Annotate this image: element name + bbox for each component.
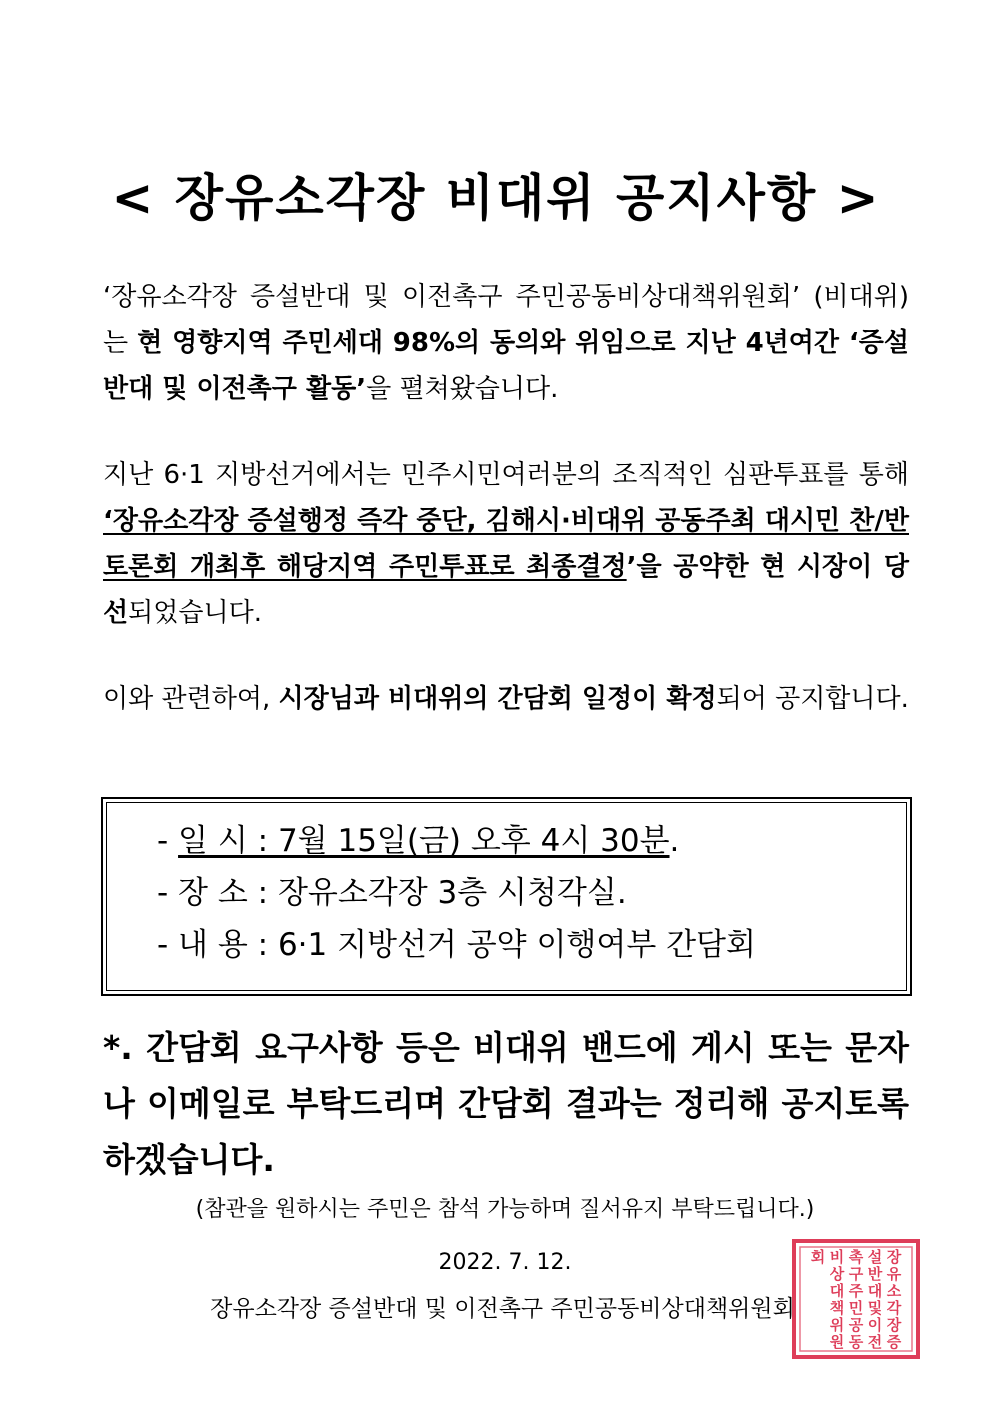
schedule-list	[107, 815, 906, 971]
seal-glyph: 반	[867, 1265, 883, 1283]
meeting-bold-text: 시장님과 비대위의 간담회 일정이 확정	[278, 684, 717, 714]
organization-name: 장유소각장 증설반대 및 이전촉구 주민공동비상대책위원회	[210, 1296, 795, 1322]
seal-glyph: 상	[829, 1265, 845, 1283]
seal-glyph: 민	[848, 1299, 864, 1317]
pledge-result-text: ’을 공약한 현 시장이 당선	[103, 552, 909, 628]
seal-glyph: 원	[829, 1333, 845, 1351]
seal-glyph: 및	[867, 1299, 883, 1317]
seal-glyph: 설	[867, 1248, 883, 1266]
seal-glyph: 공	[848, 1316, 864, 1334]
page-title: < 장유소각장 비대위 공지사항 >	[111, 169, 881, 227]
seal-glyph: 소	[886, 1282, 902, 1300]
seal-glyph: 비	[829, 1248, 845, 1266]
seal-glyph: 전	[867, 1333, 883, 1351]
election-end-text: 되었습니다.	[128, 598, 262, 628]
meeting-end-text: 되어 공지합니다.	[716, 684, 909, 714]
schedule-box-inner	[106, 802, 907, 991]
seal-glyph: 주	[848, 1282, 864, 1300]
schedule-content: - 내 용 : 6·1 지방선거 공약 이행여부 간담회	[157, 927, 756, 963]
seal-glyph: 증	[886, 1333, 902, 1351]
seal-glyph: 동	[848, 1333, 864, 1351]
seal-glyph: 촉	[848, 1248, 864, 1266]
official-seal-stamp	[788, 1236, 924, 1362]
meeting-text: 이와 관련하여,	[103, 684, 279, 714]
observer-note: (참관을 원하시는 주민은 참석 가능하며 질서유지 부탁드립니다.)	[195, 1197, 815, 1222]
schedule-datetime-text: 일 시 : 7월 15일(금) 오후 4시 30분	[178, 823, 670, 859]
seal-glyph: 대	[829, 1282, 845, 1300]
intro-text: ‘장유소각장 증설반대 및 이전촉구 주민공동비상대책위원회’ (비대위)는	[103, 282, 909, 358]
intro-paragraph	[103, 274, 909, 412]
pledge-text: ‘장유소각장 증설행정 즉각 중단, 김해시·비대위 공동주최 대시민 찬/반 토론회 개최후 해당지역 주민투표로 최종결정	[103, 506, 909, 582]
seal-glyph: 장	[886, 1248, 902, 1266]
meeting-paragraph	[103, 676, 909, 722]
seal-glyph: 이	[867, 1316, 883, 1334]
election-paragraph	[103, 452, 909, 636]
seal-glyph: 구	[848, 1265, 864, 1283]
schedule-datetime	[157, 815, 906, 867]
seal-glyph: 위	[829, 1316, 845, 1334]
seal-glyph: 책	[829, 1299, 845, 1317]
intro-end-text: 을 펼쳐왔습니다.	[366, 374, 559, 404]
schedule-place: - 장 소 : 장유소각장 3층 시청각실.	[157, 875, 627, 911]
request-notice: *. 간담회 요구사항 등은 비대위 밴드에 게시 또는 문자나 이메일로 부탁드리며 간담회 결과는 정리해 공지토록 하겠습니다.	[103, 1028, 909, 1179]
seal-glyph: 대	[867, 1282, 883, 1300]
seal-glyph: 회	[810, 1248, 826, 1266]
seal-glyph: 유	[886, 1265, 902, 1283]
election-text: 지난 6·1 지방선거에서는 민주시민여러분의 조직적인 심판투표를 통해	[103, 460, 909, 490]
seal-glyph: 각	[886, 1299, 902, 1317]
schedule-box	[101, 797, 912, 996]
schedule-datetime-prefix: -	[157, 823, 179, 859]
seal-glyph: 장	[886, 1316, 902, 1334]
issue-date: 2022. 7. 12.	[438, 1250, 572, 1275]
intro-bold-text: 현 영향지역 주민세대 98%의 동의와 위임으로 지난 4년여간 ‘증설반대 및 이전촉구 활동’	[103, 328, 909, 404]
schedule-datetime-suffix: .	[669, 823, 680, 859]
